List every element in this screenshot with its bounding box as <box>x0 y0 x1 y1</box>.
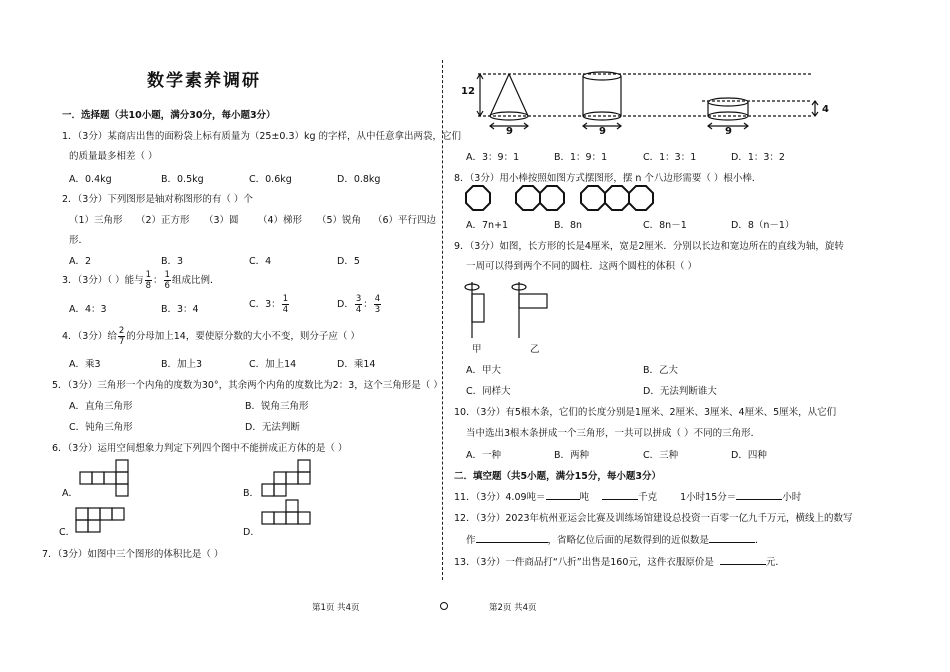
q2-option-c: C．4 <box>249 256 272 267</box>
question-1-text-2: 的质量最多相差（ ） <box>69 151 158 162</box>
q4-option-b: B．加上3 <box>161 359 203 370</box>
fig7-height-12: 12 <box>461 86 475 97</box>
question-8-text: 8．（3分）用小棒按照如图方式摆图形，摆 n 个八边形需要（ ）根小棒． <box>454 173 762 184</box>
question-12-text-2: 作 ，省略亿位后面的尾数得到的近似数是 ． <box>466 535 765 546</box>
q12-blank-1[interactable] <box>476 542 548 543</box>
q1-option-d: D．0.8kg <box>337 174 381 185</box>
q2-option-d: D．5 <box>337 256 360 267</box>
q4-option-d: D．乘14 <box>337 359 376 370</box>
cube-net-a <box>80 460 140 496</box>
question-12-text: 12．（3分）2023年杭州亚运会比赛及训练场馆建设总投资一百零一亿九千万元，横线上的数写 <box>454 513 853 524</box>
fig7-width-3: 9 <box>725 126 732 137</box>
q7-option-d: D．1：3：2 <box>731 152 785 163</box>
question-10-text-2: 当中选出3根木条拼成一个三角形，一共可以拼成（ ）不同的三角形． <box>466 428 761 439</box>
q6-label-b: B． <box>243 488 260 499</box>
q3-option-d: D． $\frac{3}{4}$ ： $\frac{4}{3}$ <box>337 294 381 315</box>
question-9-text: 9．（3分）如图，长方形的长是4厘米，宽是2厘米．分别以长边和宽边所在的直线为轴，旋转 <box>454 241 844 252</box>
q6-label-d: D． <box>243 527 260 538</box>
cube-net-c <box>76 508 136 532</box>
q5-option-d: D．无法判断 <box>245 422 300 433</box>
q2-text-3: 形． <box>69 235 89 246</box>
q10-option-b: B．两种 <box>554 450 590 461</box>
q11-blank-2[interactable] <box>602 499 638 500</box>
q7-option-a: A．3：9：1 <box>466 152 520 163</box>
q10-option-d: D．四种 <box>731 450 767 461</box>
question-7-text: 7．（3分）如图中三个图形的体积比是（ ） <box>42 549 224 560</box>
fig7-width-2: 9 <box>599 126 606 137</box>
q8-option-b: B．8n <box>554 220 583 231</box>
q13-blank[interactable] <box>720 564 766 565</box>
page-title: 数学素养调研 <box>147 71 261 91</box>
q8-option-c: C．8n－1 <box>643 220 687 231</box>
q4-option-a: A．乘3 <box>69 359 101 370</box>
q9-option-b: B．乙大 <box>643 365 679 376</box>
question-5-text: 5．（3分）三角形一个内角的度数为30°，其余两个内角的度数比为2：3，这个三角形是（ ） <box>52 380 443 391</box>
fig7-width-1: 9 <box>506 126 513 137</box>
q9-rectangle-figure <box>462 280 562 342</box>
q5-option-c: C．钝角三角形 <box>69 422 133 433</box>
q7-option-c: C．1：3：1 <box>643 152 697 163</box>
q3-option-c: C．3： $\frac{1}{4}$ <box>249 294 289 315</box>
q12-blank-2[interactable] <box>709 542 755 543</box>
q11-blank-3[interactable] <box>736 499 782 500</box>
center-binding-dot <box>440 602 448 610</box>
fraction-2-7: $\frac{2}{7}$ <box>118 326 125 347</box>
q10-option-c: C．三种 <box>643 450 679 461</box>
q2-option-b: B．3 <box>161 256 184 267</box>
q7-volume-figure <box>462 64 842 144</box>
q5-option-a: A．直角三角形 <box>69 401 133 412</box>
q7-option-b: B．1：9：1 <box>554 152 608 163</box>
q9-label-jia: 甲 <box>472 344 482 355</box>
q10-option-a: A．一种 <box>466 450 501 461</box>
q2-item-4: （4）梯形 <box>258 215 303 226</box>
q8-octagon-figure <box>466 184 686 212</box>
q3-option-a: A．4：3 <box>69 304 107 315</box>
footer-page-1: 第1页 共4页 <box>312 603 360 613</box>
q2-option-a: A．2 <box>69 256 92 267</box>
question-3-text: 3．（3分）（ ）能与 $\frac{1}{8}$ ： $\frac{1}{6}$ 组成比例． <box>62 270 220 291</box>
q6-label-c: C． <box>59 527 76 538</box>
question-2-text: 2．（3分）下列图形是轴对称图形的有（ ）个 <box>62 194 253 205</box>
q6-label-a: A． <box>62 488 78 499</box>
question-1-text: 1．（3分）某商店出售的面粉袋上标有质量为（25±0.3）kg 的字样，从中任意拿出两袋，它们 <box>62 131 462 142</box>
section-fill-heading: 二．填空题（共5小题，满分15分，每小题3分） <box>454 471 661 482</box>
q5-option-b: B．锐角三角形 <box>245 401 309 412</box>
question-10-text: 10．（3分）有5根木条，它们的长度分别是1厘米、2厘米、3厘米、4厘米、5厘米，从它们 <box>454 407 837 418</box>
q8-option-d: D．8（n－1） <box>731 220 795 231</box>
q8-option-a: A．7n+1 <box>466 220 509 231</box>
question-13-text: 13．（3分）一件商品打“八折”出售是160元，这件衣服原价是 元． <box>454 557 785 568</box>
q1-option-c: C．0.6kg <box>249 174 292 185</box>
q2-item-3: （3）圆 <box>204 215 239 226</box>
fig7-height-4: 4 <box>822 104 829 115</box>
q9-option-a: A．甲大 <box>466 365 501 376</box>
q2-item-6: （6）平行四边 <box>373 215 437 226</box>
q2-item-1: （1）三角形 <box>69 215 123 226</box>
q3-option-b: B．3：4 <box>161 304 199 315</box>
q2-item-5: （5）锐角 <box>317 215 362 226</box>
footer-page-2: 第2页 共4页 <box>489 603 537 613</box>
section-choice-heading: 一．选择题（共10小题，满分30分，每小题3分） <box>62 110 276 121</box>
question-6-text: 6．（3分）运用空间想象力判定下列四个图中不能拼成正方体的是（ ） <box>52 443 348 454</box>
q4-option-c: C．加上14 <box>249 359 297 370</box>
fraction-1-6: $\frac{1}{6}$ <box>164 270 170 291</box>
question-4-text: 4．（3分）给 $\frac{2}{7}$ 的分母加上14，要使原分数的大小不变，则分子应（ ） <box>62 326 360 347</box>
q2-item-2: （2）正方形 <box>136 215 190 226</box>
q9-option-c: C．同样大 <box>466 386 511 397</box>
question-9-text-2: 一周可以得到两个不同的圆柱．这两个圆柱的体积（ ） <box>466 261 698 272</box>
q11-blank-1[interactable] <box>546 499 580 500</box>
q9-option-d: D．无法判断谁大 <box>643 386 717 397</box>
q1-option-a: A．0.4kg <box>69 174 112 185</box>
question-11-text: 11．（3分）4.09吨＝ 吨 千克 1小时15分＝ 小时 <box>454 492 802 503</box>
cube-net-b <box>262 460 322 496</box>
q9-label-yi: 乙 <box>530 344 540 355</box>
cube-net-d <box>262 500 322 528</box>
q1-option-b: B．0.5kg <box>161 174 204 185</box>
fraction-1-8: $\frac{1}{8}$ <box>145 270 152 291</box>
